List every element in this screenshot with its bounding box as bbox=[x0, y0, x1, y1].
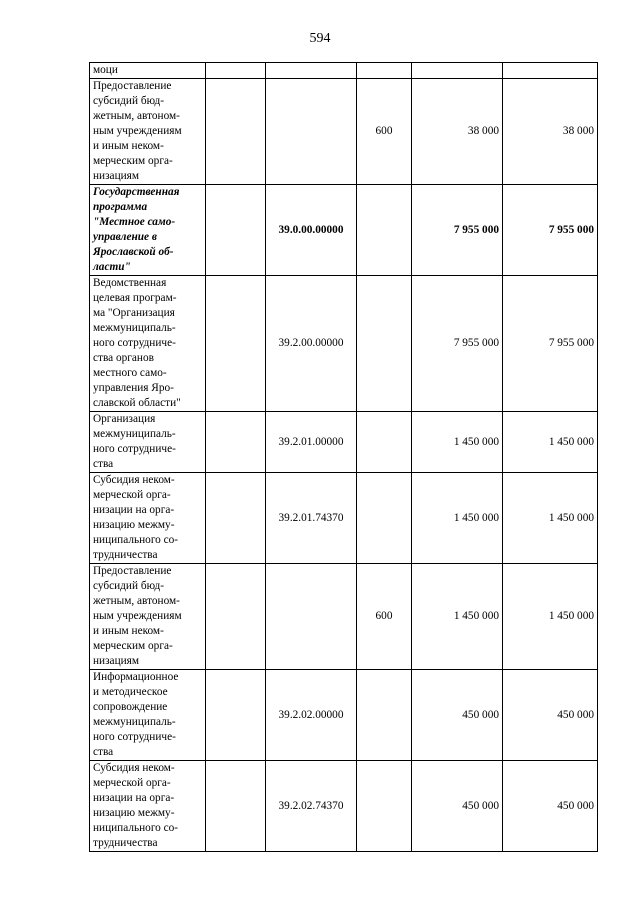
row-empty-cell bbox=[206, 79, 266, 185]
table-row bbox=[90, 564, 598, 670]
row-amount-1-cell: 1 450 000 bbox=[412, 412, 503, 473]
row-empty-cell bbox=[206, 670, 266, 761]
row-code-cell bbox=[266, 63, 357, 79]
row-empty-cell bbox=[206, 761, 266, 852]
row-name-cell: Ведомственная целевая програм- ма "Организация межмуниципаль- ного сотрудниче- ства органов местного само- управления Яро- славской области" bbox=[90, 276, 206, 412]
row-expense-type-cell bbox=[357, 276, 412, 412]
row-code-cell: 39.2.00.00000 bbox=[266, 276, 357, 412]
row-amount-2-cell bbox=[503, 63, 598, 79]
row-expense-type-cell bbox=[357, 670, 412, 761]
row-code-cell: 39.2.02.74370 bbox=[266, 761, 357, 852]
row-amount-2-cell: 450 000 bbox=[503, 670, 598, 761]
row-code-cell: 39.2.02.00000 bbox=[266, 670, 357, 761]
table-row bbox=[90, 79, 598, 185]
row-amount-2-cell: 450 000 bbox=[503, 761, 598, 852]
row-expense-type-cell bbox=[357, 761, 412, 852]
row-name-cell: Субсидия неком- мерческой орга- низации на орга- низацию межму- ниципального со- трудничества bbox=[90, 761, 206, 852]
budget-table-body bbox=[90, 63, 598, 852]
row-amount-1-cell: 1 450 000 bbox=[412, 473, 503, 564]
row-expense-type-cell bbox=[357, 63, 412, 79]
page-number: 594 bbox=[309, 31, 331, 46]
row-name-cell: Информационное и методическое сопровождение межмуниципаль- ного сотрудниче- ства bbox=[90, 670, 206, 761]
row-expense-type-cell bbox=[357, 473, 412, 564]
row-name-cell: Предоставление субсидий бюд- жетным, автоном- ным учреждениям и иным неком- мерческим орга- низациям bbox=[90, 564, 206, 670]
row-name-cell: Предоставление субсидий бюд- жетным, автоном- ным учреждениям и иным неком- мерческим орга- низациям bbox=[90, 79, 206, 185]
row-name-cell: моци bbox=[90, 63, 206, 79]
row-code-cell bbox=[266, 564, 357, 670]
row-code-cell: 39.0.00.00000 bbox=[266, 185, 357, 276]
row-name-cell: Государственная программа "Местное само- управление в Ярославской об- ласти" bbox=[90, 185, 206, 276]
row-amount-2-cell: 7 955 000 bbox=[503, 185, 598, 276]
row-amount-1-cell: 450 000 bbox=[412, 761, 503, 852]
row-empty-cell bbox=[206, 412, 266, 473]
row-expense-type-cell bbox=[357, 412, 412, 473]
row-name-cell: Субсидия неком- мерческой орга- низации на орга- низацию межму- ниципального со- трудничества bbox=[90, 473, 206, 564]
budget-table bbox=[89, 62, 598, 852]
row-amount-1-cell: 7 955 000 bbox=[412, 276, 503, 412]
row-expense-type-cell: 600 bbox=[357, 564, 412, 670]
row-amount-1-cell: 38 000 bbox=[412, 79, 503, 185]
row-code-cell: 39.2.01.00000 bbox=[266, 412, 357, 473]
row-empty-cell bbox=[206, 564, 266, 670]
row-amount-1-cell: 450 000 bbox=[412, 670, 503, 761]
row-empty-cell bbox=[206, 63, 266, 79]
row-code-cell: 39.2.01.74370 bbox=[266, 473, 357, 564]
row-code-cell bbox=[266, 79, 357, 185]
table-row bbox=[90, 276, 598, 412]
row-amount-2-cell: 38 000 bbox=[503, 79, 598, 185]
row-empty-cell bbox=[206, 473, 266, 564]
row-empty-cell bbox=[206, 185, 266, 276]
row-amount-1-cell: 7 955 000 bbox=[412, 185, 503, 276]
row-expense-type-cell: 600 bbox=[357, 79, 412, 185]
row-amount-2-cell: 1 450 000 bbox=[503, 412, 598, 473]
row-amount-2-cell: 1 450 000 bbox=[503, 473, 598, 564]
table-row bbox=[90, 761, 598, 852]
table-row bbox=[90, 473, 598, 564]
row-amount-1-cell bbox=[412, 63, 503, 79]
table-row bbox=[90, 412, 598, 473]
row-expense-type-cell bbox=[357, 185, 412, 276]
row-name-cell: Организация межмуниципаль- ного сотрудниче- ства bbox=[90, 412, 206, 473]
table-row bbox=[90, 185, 598, 276]
row-amount-1-cell: 1 450 000 bbox=[412, 564, 503, 670]
row-empty-cell bbox=[206, 276, 266, 412]
table-row bbox=[90, 63, 598, 79]
table-row bbox=[90, 670, 598, 761]
row-amount-2-cell: 1 450 000 bbox=[503, 564, 598, 670]
row-amount-2-cell: 7 955 000 bbox=[503, 276, 598, 412]
